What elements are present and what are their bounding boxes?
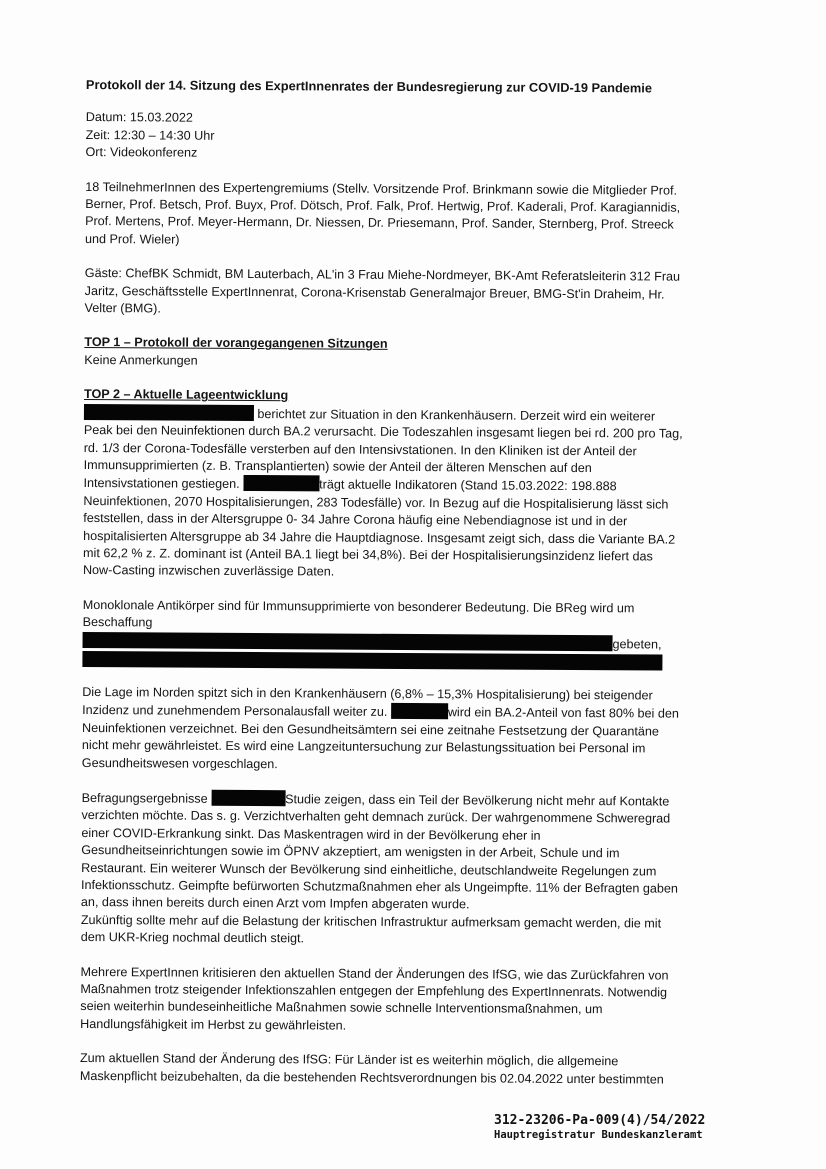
situation-text-part1: berichtet zur Situation in den Krankenhäusern. Derzeit wird ein weiterer Peak bei den Neuinfektionen durch BA.2 verursacht. Die Todeszahlen insgesamt liegen bei rd. 200 pro Tag, rd. 1/3 der Corona-Todesfälle versterben auf den Intensivstationen. In den Kliniken ist der Anteil der Immunsupprimierten (z. B. Transplantierten) sowie der Anteil der älteren Menschen auf den Intensivstationen gestiegen.	[83, 406, 683, 492]
meeting-date: Datum: 15.03.2022	[85, 110, 193, 126]
redaction-block	[391, 703, 448, 719]
redaction-block	[82, 651, 662, 671]
antibodies-paragraph	[82, 597, 682, 671]
north-text-part2: wird ein BA.2-Anteil von fast 80% bei den Neuinfektionen verzeichnet. Bei den Gesundheitsämtern sei eine zeitnahe Festsetzung der Quarantäne nicht mehr gewährleistet. Es wird eine Langzeituntersuchung zur Belastungssituation bei Personal im Gesundheitswesen vorgeschlagen.	[81, 705, 679, 771]
meeting-time: Zeit: 12:30 – 14:30 Uhr	[85, 127, 215, 143]
antibodies-text: Monoklonale Antikörper sind für Immunsupprimierte von besonderer Bedeutung. Die BReg wird um Beschaffung	[82, 597, 635, 630]
survey-text-part1: Befragungsergebnisse	[81, 790, 212, 806]
survey-text-part2: Studie zeigen, dass ein Teil der Bevölkerung nicht mehr auf Kontakte verzichten möchte. Das s. g. Verzichtverhalten geht demnach zurück. Der wahrgenommene Schweregrad einer COVID-Erkrankung sinkt. Das Maskentragen wird in der Bevölkerung eher in Gesundheitseinrichtungen sowie im ÖPNV akzeptiert, am wenigsten in der Arbeit, Schule und im Restaurant. Ein weiterer Wunsch der Bevölkerung sind einheitliche, deutschlandweite Regelungen zum Infektionsschutz. Geimpfte befürworten Schutzmaßnahmen eher als Ungeimpfte. 11% der Befragten gaben an, dass ihnen bereits durch einen Arzt vom Impfen abgeraten wurde.	[80, 792, 678, 912]
registry-stamp	[494, 1113, 794, 1142]
survey-paragraph	[81, 789, 682, 916]
situation-paragraph	[83, 404, 684, 584]
north-text-part1: Die Lage im Norden spitzt sich in den Krankenhäusern (6,8% – 15,3% Hospitalisierung) bei steigender Inzidenz und zunehmendem Personalausfall weiter zu.	[82, 684, 653, 720]
north-situation-paragraph	[82, 684, 683, 776]
top1-heading: TOP 1 – Protokoll der vorangegangenen Sitzungen	[84, 335, 388, 352]
redaction-block	[243, 475, 319, 491]
top1-text: Keine Anmerkungen	[84, 352, 198, 368]
document-body	[80, 76, 686, 1089]
top2-heading: TOP 2 – Aktuelle Lageentwicklung	[84, 387, 289, 403]
document-title: Protokoll der 14. Sitzung des ExpertInnenrates der Bundesregierung zur COVID-19 Pandemie	[85, 76, 653, 96]
participants-paragraph: 18 TeilnehmerInnen des Expertengremiums (Stellv. Vorsitzende Prof. Brinkmann sowie die Mitglieder Prof. Berner, Prof. Betsch, Prof. Buyx, Prof. Dötsch, Prof. Falk, Prof. Hertwig, Prof. Kaderali, Prof. Karagiannidis, Prof. Mertens, Prof. Meyer-Hermann, Dr. Niessen, Dr. Priesemann, Prof. Sander, Sternberg, Prof. Streeck und Prof. Wieler)	[84, 179, 681, 247]
redaction-block	[84, 404, 254, 421]
experts-criticism-paragraph: Mehrere ExpertInnen kritisieren den aktuellen Stand der Änderungen des IfSG, wie das Zurückfahren von Maßnahmen trotz steigender Infektionszahlen entgegen der Empfehlung des ExpertInnenrats. Notwendig seien weiterhin bundeseinheitliche Maßnahmen sowie schnelle Interventionsmaßnahmen, um Handlungsfähigkeit im Herbst zu gewährleisten.	[80, 964, 669, 1033]
infrastructure-paragraph: Zukünftig sollte mehr auf die Belastung der kritischen Infrastruktur aufmerksam gemacht werden, die mit dem UKR-Krieg nochmal deutlich steigt.	[80, 912, 662, 946]
redaction-block	[211, 790, 285, 806]
ifsg-status-paragraph: Zum aktuellen Stand der Änderung des IfSG: Für Länder ist es weiterhin möglich, die allgemeine Maskenpflicht beizubehalten, da die bestehenden Rechtsverordnungen bis 02.04.2022 unter bestimmten	[79, 1051, 664, 1087]
registry-name: Hauptregistratur Bundeskanzleramt	[494, 1129, 703, 1141]
guests-paragraph: Gäste: ChefBK Schmidt, BM Lauterbach, AL'in 3 Frau Miehe-Nordmeyer, BK-Amt Referatsleiterin 312 Frau Jaritz, Geschäftsstelle ExpertInnenrat, Corona-Krisenstab Generalmajor Breuer, BMG-St'in Draheim, Hr. Velter (BMG).	[84, 266, 681, 316]
meeting-location: Ort: Videokonferenz	[85, 145, 198, 160]
redaction-block	[83, 632, 613, 651]
antibodies-text-end: gebeten,	[612, 636, 662, 652]
situation-text-part2: trägt aktuelle Indikatoren (Stand 15.03.2022: 198.888 Neuinfektionen, 2070 Hospitalisierungen, 283 Todesfälle) vor. In Bezug auf die Hospitalisierung lässt sich feststellen, dass in der Altersgruppe 0- 34 Jahre Corona häufig eine Nebendiagnose ist und in der hospitalisierten Altersgruppe ab 34 Jahre die Hauptdiagnose. Insgesamt zeigt sich, dass die Variante BA.2 mit 62,2 % z. Z. dominant ist (Anteil BA.1 liegt bei 34,8%). Bei der Hospitalisierungsinzidenz liefert das Now-Casting inzwischen zuverlässige Daten.	[82, 477, 676, 579]
reference-number: 312-23206-Pa-009(4)/54/2022	[494, 1113, 706, 1128]
